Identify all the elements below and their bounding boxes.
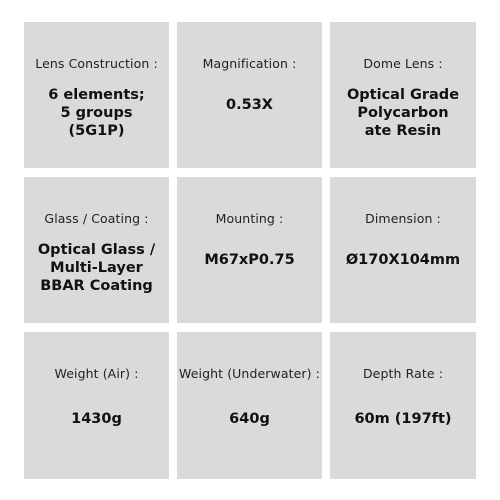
spec-card-dimension <box>330 177 476 323</box>
spec-card-glass-coating <box>24 177 169 323</box>
spec-card-dome-lens <box>330 22 476 168</box>
spec-card-magnification <box>177 22 322 168</box>
spec-grid <box>24 22 476 478</box>
spec-value: Optical Glass / Multi-Layer BBAR Coating <box>37 242 156 294</box>
spec-card-mounting <box>177 177 322 323</box>
spec-label: Lens Construction : <box>35 56 158 71</box>
spec-label: Weight (Air) : <box>54 366 139 381</box>
spec-value: Ø170X104mm <box>345 252 461 268</box>
spec-label: Glass / Coating : <box>44 211 149 226</box>
spec-card-lens-construction <box>24 22 169 168</box>
spec-value: 0.53X <box>226 97 273 113</box>
spec-value: Optical Grade Polycarbon ate Resin <box>346 87 460 139</box>
spec-label: Magnification : <box>202 56 297 71</box>
spec-value: M67xP0.75 <box>204 252 295 268</box>
spec-card-weight-underwater <box>177 332 322 479</box>
spec-label: Depth Rate : <box>362 366 444 381</box>
spec-value: 1430g <box>71 411 122 427</box>
spec-label: Mounting : <box>215 211 284 226</box>
spec-value: 6 elements; 5 groups (5G1P) <box>48 87 145 139</box>
spec-value: 640g <box>229 411 270 427</box>
spec-label: Dimension : <box>365 211 441 226</box>
spec-label: Weight (Underwater) : <box>178 366 320 381</box>
spec-card-weight-air <box>24 332 169 479</box>
spec-label: Dome Lens : <box>363 56 443 71</box>
spec-card-depth-rate <box>330 332 476 479</box>
spec-value: 60m (197ft) <box>354 411 452 427</box>
